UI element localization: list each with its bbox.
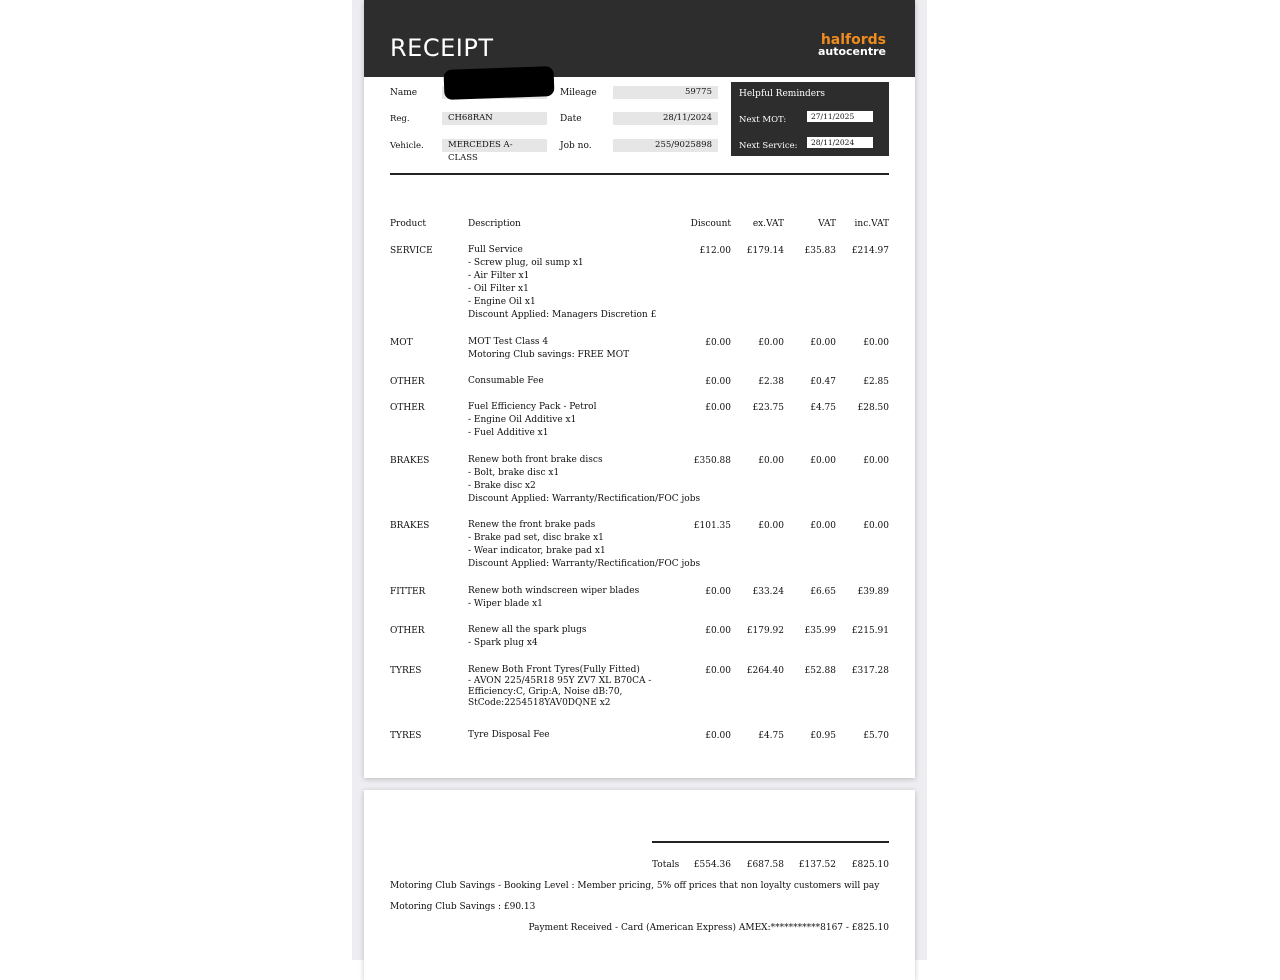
- payment-note: Payment Received - Card (American Express) AMEX:***********8167 - £825.10: [528, 923, 889, 933]
- row-incvat: £5.70: [863, 731, 889, 741]
- desc-line: Consumable Fee: [468, 376, 544, 386]
- name-label: Name: [390, 88, 418, 98]
- row-discount: £0.00: [705, 338, 731, 348]
- next-service-value: 28/11/2024: [807, 137, 873, 148]
- row-discount: £0.00: [705, 731, 731, 741]
- desc-line: MOT Test Class 4: [468, 337, 549, 347]
- row-exvat: £33.24: [752, 587, 784, 597]
- row-vat: £6.65: [810, 587, 836, 597]
- desc-line: - Screw plug, oil sump x1: [468, 258, 584, 268]
- row-description: [468, 729, 550, 742]
- row-product: TYRES: [390, 666, 422, 676]
- total-vat: £137.52: [798, 860, 836, 870]
- row-description: [468, 375, 544, 388]
- job-number-label: Job no.: [560, 141, 592, 151]
- logo-line-1: halfords: [820, 32, 886, 48]
- desc-line: - Wiper blade x1: [468, 599, 543, 609]
- desc-line: - Brake pad set, disc brake x1: [468, 533, 604, 543]
- row-discount: £0.00: [705, 377, 731, 387]
- row-exvat: £264.40: [746, 666, 784, 676]
- reminders-title: Helpful Reminders: [739, 89, 826, 99]
- row-discount: £0.00: [705, 403, 731, 413]
- desc-line: Tyre Disposal Fee: [468, 730, 550, 740]
- desc-line: - Brake disc x2: [468, 481, 536, 491]
- row-vat: £0.00: [810, 338, 836, 348]
- row-vat: £0.00: [810, 521, 836, 531]
- row-incvat: £0.00: [863, 521, 889, 531]
- row-incvat: £317.28: [851, 666, 889, 676]
- row-exvat: £0.00: [758, 338, 784, 348]
- row-incvat: £39.89: [857, 587, 889, 597]
- row-incvat: £215.91: [851, 626, 889, 636]
- row-incvat: £214.97: [851, 246, 889, 256]
- redaction-mark: [444, 66, 555, 100]
- col-header-description: Description: [468, 219, 521, 229]
- desc-line: Fuel Efficiency Pack - Petrol: [468, 402, 597, 412]
- row-description: [468, 454, 700, 506]
- row-exvat: £179.14: [746, 246, 784, 256]
- row-incvat: £0.00: [863, 456, 889, 466]
- row-vat: £35.99: [804, 626, 836, 636]
- mileage-field: 59775: [613, 86, 718, 99]
- totals-divider: [652, 841, 889, 843]
- club-savings-note: Motoring Club Savings : £90.13: [390, 902, 536, 912]
- row-product: SERVICE: [390, 246, 433, 256]
- totals-label: Totals: [652, 860, 680, 870]
- row-product: TYRES: [390, 731, 422, 741]
- row-product: OTHER: [390, 626, 425, 636]
- row-exvat: £4.75: [758, 731, 784, 741]
- row-product: OTHER: [390, 403, 425, 413]
- receipt-title: RECEIPT: [390, 34, 494, 62]
- mileage-label: Mileage: [560, 88, 597, 98]
- next-mot-label: Next MOT:: [739, 115, 787, 125]
- row-incvat: £28.50: [857, 403, 889, 413]
- desc-line: - AVON 225/45R18 95Y ZV7 XL B70CA -: [468, 676, 652, 686]
- desc-line: StCode:2254518YAV0DQNE x2: [468, 698, 611, 708]
- row-description: [468, 244, 656, 322]
- date-label: Date: [560, 114, 582, 124]
- row-discount: £350.88: [693, 456, 731, 466]
- total-incvat: £825.10: [851, 860, 889, 870]
- row-discount: £0.00: [705, 626, 731, 636]
- desc-line: Discount Applied: Warranty/Rectification/FOC jobs: [468, 559, 701, 569]
- job-number-field: 255/9025898: [613, 139, 718, 152]
- desc-line: - Air Filter x1: [468, 271, 530, 281]
- col-header-product: Product: [390, 219, 426, 229]
- desc-line: Renew all the spark plugs: [468, 625, 587, 635]
- desc-line: Discount Applied: Warranty/Rectification/FOC jobs: [468, 494, 701, 504]
- row-discount: £101.35: [693, 521, 731, 531]
- club-booking-note: Motoring Club Savings - Booking Level : Member pricing, 5% off prices that non loyalty customers will pay: [390, 881, 880, 891]
- col-header-exvat: ex.VAT: [752, 219, 784, 229]
- row-vat: £52.88: [804, 666, 836, 676]
- row-vat: £4.75: [810, 403, 836, 413]
- header-divider: [390, 173, 889, 175]
- row-exvat: £0.00: [758, 521, 784, 531]
- next-service-label: Next Service:: [739, 141, 798, 151]
- row-incvat: £0.00: [863, 338, 889, 348]
- desc-line: Renew both front brake discs: [468, 455, 603, 465]
- row-vat: £0.47: [810, 377, 836, 387]
- desc-line: Discount Applied: Managers Discretion £: [468, 310, 657, 320]
- total-exvat: £687.58: [746, 860, 784, 870]
- row-discount: £12.00: [699, 246, 731, 256]
- vehicle-field: MERCEDES A-CLASS: [442, 139, 547, 152]
- desc-line: Renew both windscreen wiper blades: [468, 586, 640, 596]
- desc-line: Motoring Club savings: FREE MOT: [468, 350, 630, 360]
- reg-label: Reg.: [390, 114, 410, 124]
- desc-line: Renew Both Front Tyres(Fully Fitted): [468, 665, 640, 675]
- receipt-page-2: [364, 790, 915, 980]
- row-vat: £0.00: [810, 456, 836, 466]
- desc-line: Full Service: [468, 245, 523, 255]
- row-vat: £0.95: [810, 731, 836, 741]
- col-header-vat: VAT: [818, 219, 836, 229]
- desc-line: Efficiency:C, Grip:A, Noise dB:70,: [468, 687, 623, 697]
- desc-line: - Engine Oil Additive x1: [468, 415, 577, 425]
- reg-field: CH68RAN: [442, 112, 547, 125]
- row-vat: £35.83: [804, 246, 836, 256]
- desc-line: - Wear indicator, brake pad x1: [468, 546, 606, 556]
- total-discount: £554.36: [693, 860, 731, 870]
- row-description: [468, 519, 700, 571]
- receipt-header: [364, 0, 915, 77]
- desc-line: - Spark plug x4: [468, 638, 538, 648]
- halfords-logo: [818, 34, 886, 58]
- desc-line: - Engine Oil x1: [468, 297, 536, 307]
- logo-line-2: autocentre: [817, 45, 886, 58]
- col-header-incvat: inc.VAT: [854, 219, 889, 229]
- row-description: [468, 401, 596, 440]
- row-discount: £0.00: [705, 666, 731, 676]
- desc-line: - Oil Filter x1: [468, 284, 529, 294]
- next-mot-value: 27/11/2025: [807, 111, 873, 122]
- row-discount: £0.00: [705, 587, 731, 597]
- helpful-reminders-box: [731, 82, 889, 156]
- desc-line: - Fuel Additive x1: [468, 428, 549, 438]
- date-field: 28/11/2024: [613, 112, 718, 125]
- desc-line: Renew the front brake pads: [468, 520, 596, 530]
- row-description: [468, 624, 587, 650]
- col-header-discount: Discount: [690, 219, 731, 229]
- row-exvat: £179.92: [746, 626, 784, 636]
- vehicle-label: Vehicle.: [390, 141, 424, 151]
- row-description: [468, 336, 629, 362]
- desc-line: - Bolt, brake disc x1: [468, 468, 560, 478]
- row-exvat: £0.00: [758, 456, 784, 466]
- row-product: FITTER: [390, 587, 426, 597]
- row-exvat: £23.75: [752, 403, 784, 413]
- row-exvat: £2.38: [758, 377, 784, 387]
- row-product: OTHER: [390, 377, 425, 387]
- row-product: BRAKES: [390, 456, 430, 466]
- receipt-page-1: [364, 0, 915, 778]
- row-product: MOT: [390, 338, 413, 348]
- row-incvat: £2.85: [863, 377, 889, 387]
- row-description: [468, 585, 639, 611]
- row-description: [468, 665, 651, 709]
- row-product: BRAKES: [390, 521, 430, 531]
